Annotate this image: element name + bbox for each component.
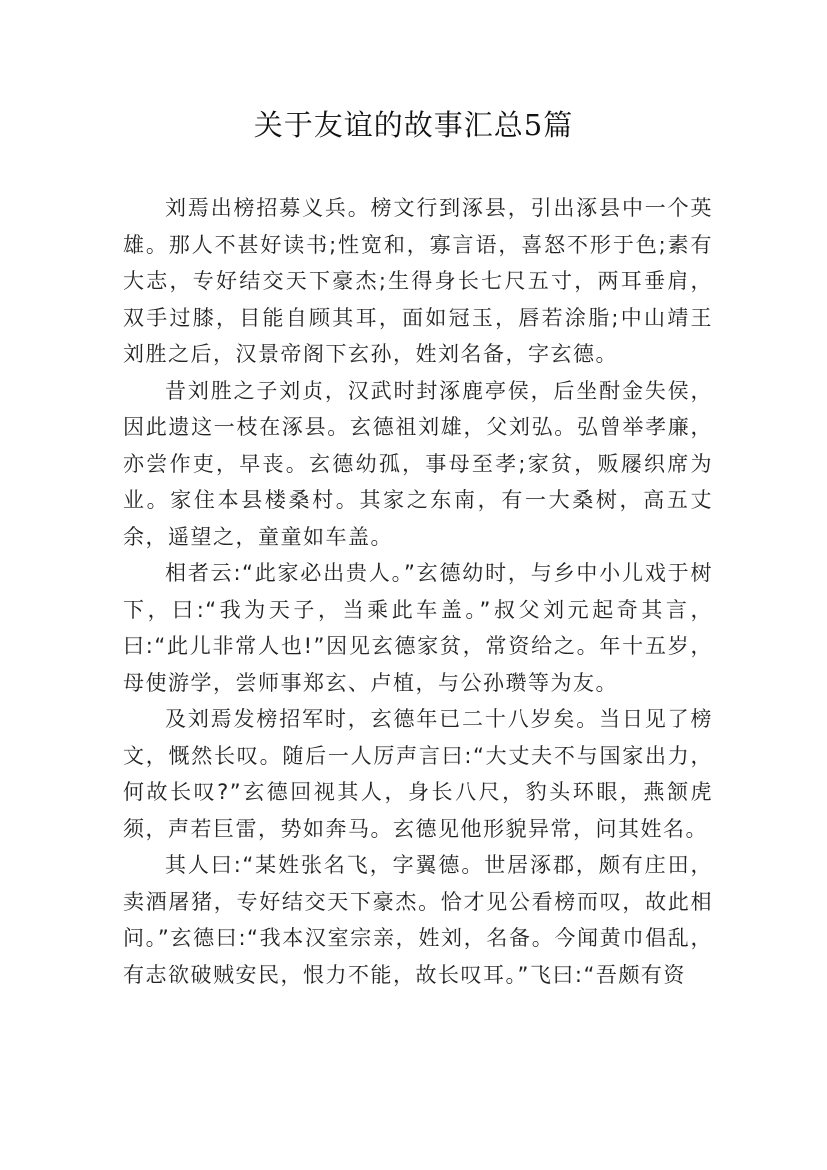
paragraph-1: 刘焉出榜招募义兵。榜文行到涿县，引出涿县中一个英雄。那人不甚好读书;性宽和，寡言语，喜怒不形于色;素有大志，专好结交天下豪杰;生得身长七尺五寸，两耳垂肩，双手过膝，目能自顾其耳，面如冠玉，唇若涂脂;中山靖王刘胜之后，汉景帝阁下玄孙，姓刘名备，字玄德。 xyxy=(123,196,713,366)
paragraph-2: 昔刘胜之子刘贞，汉武时封涿鹿亭侯，后坐酎金失侯，因此遗这一枝在涿县。玄德祖刘雄，父刘弘。弘曾举孝廉，亦尝作吏，早丧。玄德幼孤，事母至孝;家贫，贩屦织席为业。家住本县楼桑村。其家之东南，有一大桑树，高五丈余，遥望之，童童如车盖。 xyxy=(123,378,713,549)
paragraph-3: 相者云:“此家必出贵人。”玄德幼时，与乡中小儿戏于树下，曰:“我为天子，当乘此车盖。”叔父刘元起奇其言，曰:“此儿非常人也!”因见玄德家贫，常资给之。年十五岁，母使游学，尝师事郑玄、卢植，与公孙瓒等为友。 xyxy=(123,561,713,695)
document-body xyxy=(123,190,713,993)
paragraph-5: 其人曰:“某姓张名飞，字翼德。世居涿郡，颇有庄田，卖酒屠猪，专好结交天下豪杰。恰才见公看榜而叹，故此相问。”玄德曰:“我本汉室宗亲，姓刘，名备。今闻黄巾倡乱，有志欲破贼安民，恨力不能，故长叹耳。”飞曰:“吾颇有资 xyxy=(123,853,713,987)
paragraph-4: 及刘焉发榜招军时，玄德年已二十八岁矣。当日见了榜文，慨然长叹。随后一人厉声言曰:“大丈夫不与国家出力，何故长叹?”玄德回视其人，身长八尺，豹头环眼，燕颔虎须，声若巨雷，势如奔马。玄德见他形貌异常，问其姓名。 xyxy=(123,707,713,841)
document-title: 关于友谊的故事汇总5篇 xyxy=(253,108,574,142)
